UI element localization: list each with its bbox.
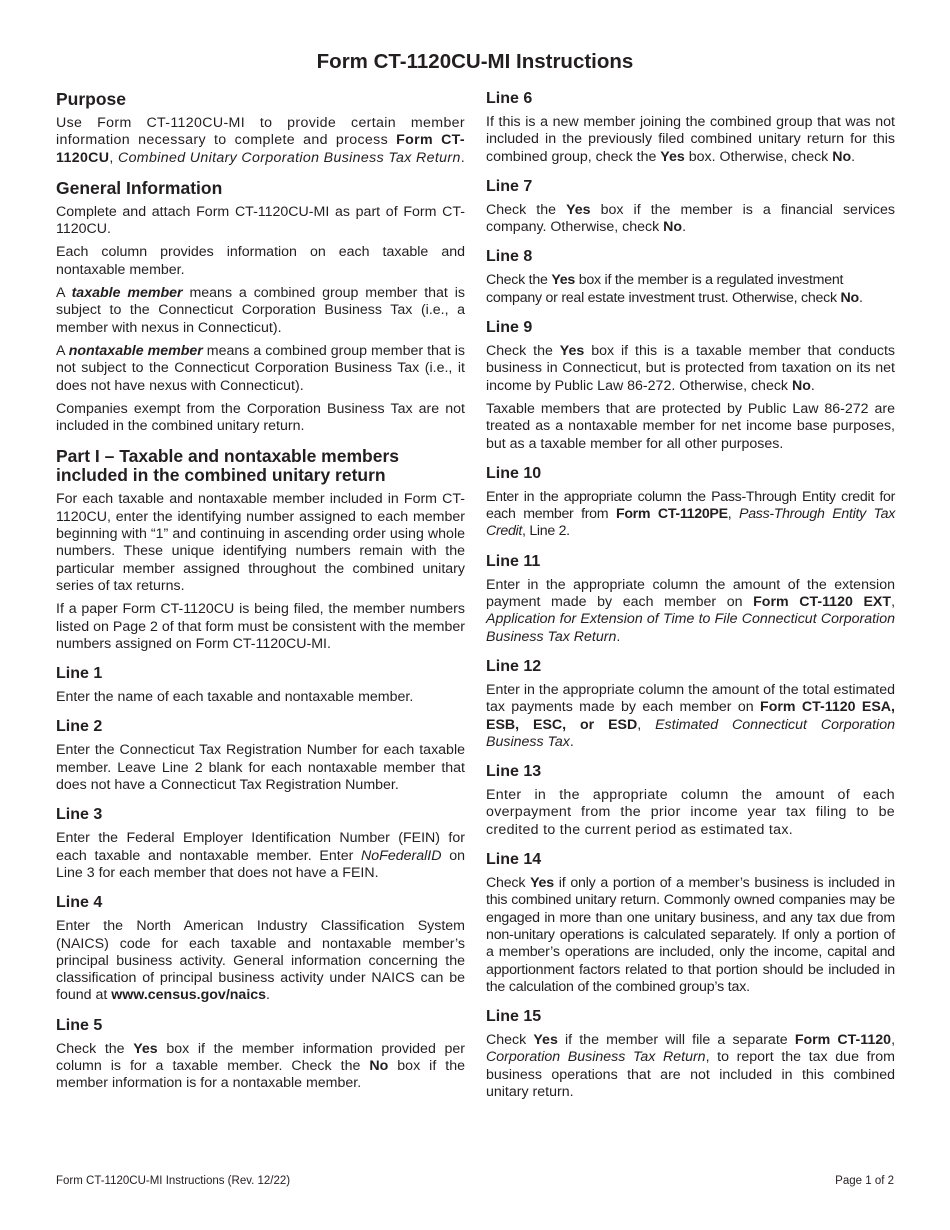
- line-14-text: Check Yes if only a portion of a member’s business is included in this combined unitary return. Commonly owned companies may be engaged in more than one unitary business, and any tax due from non-unitary operations is calculated separately. If only a portion of a member’s operations are included, only the income, capital and apportionment factors related to that portion should be included in the calculation of the combined group’s tax.: [486, 875, 895, 995]
- nontaxable-member-definition: A nontaxable member means a combined group member that is not subject to the Connecticut Corporation Business Tax (i.e., it does not have nexus with Connecticut).: [56, 342, 465, 394]
- line-6-text: If this is a new member joining the combined group that was not included in the previously filed combined unitary return for this combined group, check the Yes box. Otherwise, check No.: [486, 114, 895, 165]
- general-paragraph-1: Complete and attach Form CT-1120CU-MI as part of Form CT-1120CU.: [56, 203, 465, 238]
- line-10-heading: Line 10: [486, 464, 542, 482]
- line-9-paragraph-2: Taxable members that are protected by Public Law 86-272 are treated as a nontaxable member for net income base purposes, but as a taxable member for all other purposes.: [486, 400, 895, 452]
- purpose-paragraph: Use Form CT-1120CU-MI to provide certain member information necessary to complete and process Form CT-1120CU, Combined Unitary Corporation Business Tax Return.: [56, 115, 466, 166]
- line-7-heading: Line 7: [486, 177, 533, 195]
- line-14-heading: Line 14: [486, 851, 542, 869]
- line-3-text: Enter the Federal Employer Identification Number (FEIN) for each taxable and nontaxable member. Enter NoFederalID on Line 3 for each member that does not have a FEIN.: [56, 830, 465, 881]
- part-1-paragraph-2: If a paper Form CT-1120CU is being filed, the member numbers listed on Page 2 of that form must be consistent with the member numbers assigned on Form CT-1120CU-MI.: [56, 601, 465, 652]
- line-4-heading: Line 4: [56, 894, 103, 912]
- line-2-heading: Line 2: [56, 718, 103, 736]
- line-15-heading: Line 15: [486, 1008, 542, 1026]
- right-column: [486, 90, 895, 1113]
- line-8-text: Check the Yes box if the member is a regulated investment company or real estate investment trust. Otherwise, check No.: [486, 272, 863, 306]
- line-1-text: Enter the name of each taxable and nontaxable member.: [56, 689, 414, 706]
- line-13-text: Enter in the appropriate column the amount of each overpayment from the prior income year tax filing to be credited to the current period as estimated tax.: [486, 787, 895, 838]
- line-7-text: Check the Yes box if the member is a financial services company. Otherwise, check No.: [486, 201, 896, 236]
- purpose-heading: Purpose: [56, 89, 127, 109]
- line-4-text: Enter the North American Industry Classification System (NAICS) code for each taxable and nontaxable member’s principal business activity. General information concerning the classification of principal business activity under NAICS can be found at www.census.gov/naics.: [56, 918, 465, 1004]
- line-15-text: Check Yes if the member will file a separate Form CT-1120, Corporation Business Tax Return, to report the tax due from business operations that are not included in this combined unitary return.: [486, 1032, 896, 1100]
- line-5-text: Check the Yes box if the member information provided per column is for a taxable member. Check the No box if the member information is for a nontaxable member.: [56, 1040, 465, 1092]
- line-9-text: Check the Yes box if this is a taxable member that conducts business in Connecticut, but is protected from taxation on its net income by Public Law 86-272. Otherwise, check No.: [486, 343, 896, 394]
- line-6-heading: Line 6: [486, 90, 533, 107]
- line-2-text: Enter the Connecticut Tax Registration Number for each taxable member. Leave Line 2 blank for each nontaxable member that does not have a Connecticut Tax Registration Number.: [56, 742, 465, 794]
- part-1-heading: Part I – Taxable and nontaxable members included in the combined unitary return: [56, 446, 399, 486]
- line-12-text: Enter in the appropriate column the amount of the total estimated tax payments made by each member on Form CT-1120 ESA, ESB, ESC, or ESD, Estimated Connecticut Corporation Business Tax.: [486, 681, 895, 750]
- line-11-text: Enter in the appropriate column the amount of the extension payment made by each member on Form CT-1120 EXT, Application for Extension of Time to File Connecticut Corporation Business Tax Return.: [486, 576, 896, 645]
- line-12-heading: Line 12: [486, 657, 542, 675]
- footer-form-revision: Form CT-1120CU-MI Instructions (Rev. 12/22): [56, 1175, 291, 1187]
- general-paragraph-5: Companies exempt from the Corporation Business Tax are not included in the combined unitary return.: [56, 400, 465, 435]
- line-9-heading: Line 9: [486, 319, 533, 337]
- taxable-member-definition: A taxable member means a combined group member that is subject to the Connecticut Corporation Business Tax (i.e., a member with nexus in Connecticut).: [56, 285, 465, 336]
- census-link[interactable]: www.census.gov/naics: [111, 987, 267, 1004]
- part-1-paragraph-1: For each taxable and nontaxable member included in Form CT-1120CU, enter the identifying number assigned to each member beginning with “1” and continuing in ascending order using whole numbers. These unique identifying numbers remain with the particular member assigned throughout the combined unitary series of tax returns.: [56, 491, 465, 594]
- line-8-heading: Line 8: [486, 248, 533, 266]
- line-3-heading: Line 3: [56, 806, 103, 824]
- line-10-text: Enter in the appropriate column the Pass-Through Entity credit for each member from Form CT-1120PE, Pass-Through Entity Tax Credit, Line 2.: [486, 488, 895, 540]
- line-1-heading: Line 1: [56, 665, 103, 683]
- line-11-heading: Line 11: [486, 552, 541, 570]
- line-5-heading: Line 5: [56, 1016, 103, 1034]
- footer-page-number: Page 1 of 2: [835, 1175, 894, 1187]
- line-13-heading: Line 13: [486, 763, 542, 781]
- page-title: Form CT-1120CU-MI Instructions: [316, 50, 634, 73]
- general-paragraph-2: Each column provides information on each taxable and nontaxable member.: [56, 244, 465, 278]
- general-information-heading: General Information: [56, 177, 223, 198]
- left-column: [56, 90, 465, 1105]
